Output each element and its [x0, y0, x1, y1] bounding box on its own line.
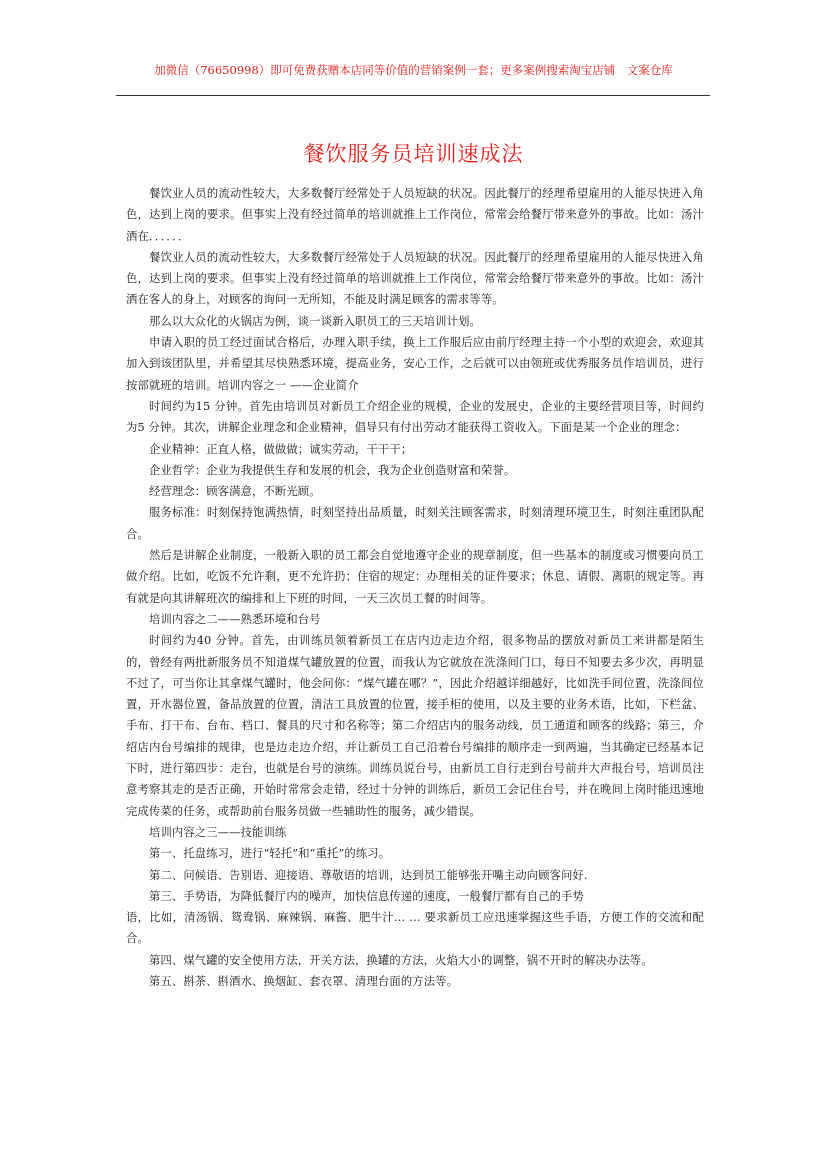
- paragraph-skill-1: 第一、托盘练习，进行“轻托”和“重托”的练习。: [149, 847, 391, 861]
- paragraph-skill-3: 第三、手势语，为降低餐厅内的噪声，加快信息传递的速度，一般餐厅都有自己的手势: [149, 889, 584, 903]
- paragraph-enterprise-philosophy: 企业哲学：企业为我提供生存和发展的机会，我为企业创造财富和荣誉。: [149, 463, 516, 477]
- paragraph-example-hotpot: 那么以大众化的火锅店为例，谈一谈新入职员工的三天培训计划。: [149, 314, 481, 328]
- paragraph-intro-2: 餐饮业人员的流动性较大，大多数餐厅经常处于人员短缺的状况。因此餐厅的经理希望雇用的人能尽快进入角色，达到上岗的要求。但事实上没有经过简单的培训就推上工作岗位，常常会给餐厅带来意外的事故。比如：汤汁洒在客人的身上，对顾客的询问一无所知，不能及时满足顾客的需求等等。: [126, 250, 704, 307]
- paragraph-section-2-heading: 培训内容之二——熟悉环境和台号: [149, 612, 321, 626]
- paragraph-business-concept: 经营理念：顾客满意，不断光顾。: [149, 485, 321, 499]
- paragraph-section-3-heading: 培训内容之三——技能训练: [149, 825, 287, 839]
- header-divider: [116, 95, 710, 96]
- paragraph-skill-3-continued: 语，比如，清汤锅、鸳鸯锅、麻辣锅、麻酱、肥牛汁… … 要求新员工应迅速掌握这些手语，方便工作的交流和配合。: [126, 911, 704, 946]
- document-body: [126, 183, 704, 992]
- paragraph-environment-tables: 时间约为40 分钟。首先，由训练员领着新员工在店内边走边介绍，很多物品的摆放对新员工来讲都是陌生的，曾经有两批新服务员不知道煤气罐放置的位置，而我认为它就放在洗涤间门口，每日不知要去多少次，再明显不过了，可当你让其拿煤气罐时，他会问你：“煤气罐在哪？”，因此介绍越详细越好，比如洗手间位置，洗涤间位置，开水器位置，备品放置的位置，清洁工具放置的位置，接手柜的使用，以及主要的业务术语，比如，下栏盆、手布、打干布、台布、档口、餐具的尺寸和名称等；第二介绍店内的服务动线，员工通道和顾客的线路；第三，介绍店内台号编排的规律，也是边走边介绍，并让新员工自己沿着台号编排的顺序走一到两遍，当其确定已经基本记下时，进行第四步：走台，也就是台号的演练。训练员说台号，由新员工自行走到台号前并大声报台号，培训员注意考察其走的是否正确，开始时常常会走错，经过十分钟的训练后，新员工会记住台号，并在晚间上岗时能迅速地完成传菜的任务，或帮助前台服务员做一些辅助性的服务，减少错误。: [126, 634, 704, 818]
- paragraph-enterprise-spirit: 企业精神：正直人格，做做做；诚实劳动，干干干；: [149, 442, 413, 456]
- paragraph-intro-1: 餐饮业人员的流动性较大，大多数餐厅经常处于人员短缺的状况。因此餐厅的经理希望雇用的人能尽快进入角色，达到上岗的要求。但事实上没有经过简单的培训就推上工作岗位，常常会给餐厅带来意外的事故。比如：汤汁洒在．．．．．．: [126, 187, 704, 243]
- paragraph-welcome: 申请入职的员工经过面试合格后，办理入职手续，换上工作服后应由前厅经理主持一个小型的欢迎会，欢迎其加入到该团队里，并希望其尽快熟悉环境，提高业务，安心工作，之后就可以由领班或优秀服务员作培训员，进行按部就班的培训。培训内容之一 ——企业简介: [126, 336, 704, 392]
- paragraph-skill-5: 第五、斟茶、斟酒水、换烟缸、套衣罩、清理台面的方法等。: [149, 974, 459, 988]
- header-promo-notice: 加微信（76650998）即可免费获赠本店同等价值的营销案例一套；更多案例搜索淘宝店铺 文案仓库: [154, 63, 673, 77]
- paragraph-skill-4: 第四、煤气罐的安全使用方法，开关方法，换罐的方法，火焰大小的调整，锅不开时的解决办法等。: [149, 953, 653, 967]
- paragraph-skill-2: 第二、问候语、告别语、迎接语、尊敬语的培训，达到员工能够张开嘴主动向顾客问好.: [149, 868, 588, 882]
- document-title: 餐饮服务员培训速成法: [303, 142, 524, 166]
- paragraph-service-standard: 服务标准：时刻保持饱满热情，时刻坚持出品质量，时刻关注顾客需求，时刻清理环境卫生，时刻注重团队配合。: [126, 506, 704, 541]
- paragraph-company-rules: 然后是讲解企业制度，一般新入职的员工都会自觉地遵守企业的规章制度，但一些基本的制度或习惯要向员工做介绍。比如，吃饭不允许剩，更不允许扔；住宿的规定：办理相关的证件要求；休息、请假、离职的规定等。再有就是向其讲解班次的编排和上下班的时间，一天三次员工餐的时间等。: [126, 549, 704, 605]
- paragraph-company-intro: 时间约为15 分钟。首先由培训员对新员工介绍企业的规模，企业的发展史，企业的主要经营项目等，时间约为5 分钟。其次，讲解企业理念和企业精神，倡导只有付出劳动才能获得工资收入。下面是某一个企业的理念：: [126, 399, 704, 435]
